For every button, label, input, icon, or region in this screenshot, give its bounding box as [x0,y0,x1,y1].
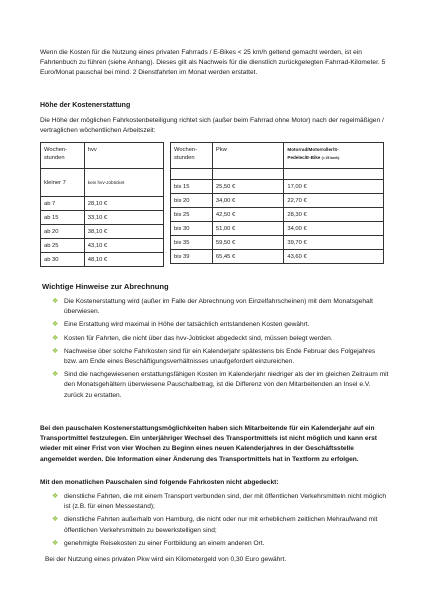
pkw-table-header-pkw: Pkw [212,143,284,169]
section-intro-text: Die Höhe der möglichen Fahrkostenbeteiligung richtet sich (außer beim Fahrrad ohne Motor) nach der regelmäßigen / vertraglichen wöchentlichen Arbeitszeit: [40,117,384,135]
hvv-table-header-hours: Wochen- stunden [41,143,85,169]
table-row [41,253,164,267]
table-cell: 51,00 € [212,222,284,236]
pkw-table [170,142,384,264]
table-row [171,194,384,208]
intro-paragraph: Wenn die Kosten für die Nutzung eines privaten Fahrrads / E-Bikes < 25 km/h geltend gemacht werden, ist ein Fahrtenbuch zu führen (siehe Anhang). Dieses gilt als Nachweis für die dienstlich zurückgelegten Fahrrad-Kilometer. 5 Euro/Monat pauschal bei mind. 2 Dienstfahrten im Monat werden erstattet. [40,49,386,77]
table-row [171,250,384,264]
diamond-bullet-icon: ❖ [52,493,59,500]
section-heading-nicht-abgedeckt: Mit den monatlichen Pauschalen sind folgende Fahrkosten nicht abgedeckt: [40,479,279,486]
table-cell: 34,00 € [284,222,384,236]
section-heading-hinweise: Wichtige Hinweise zur Abrechnung [42,282,169,291]
table-cell: 43,10 € [84,239,163,253]
table-cell: ab 25 [41,239,85,253]
table-cell: 42,50 € [212,208,284,222]
table-cell: 38,10 € [84,225,163,239]
list-item: ❖ dienstliche Fahrten, die mit einem Transport verbunden sind, der mit öffentlichen Verkehrsmitteln nicht möglich ist (z.B. für einen Messestand); [52,493,387,511]
table-row [171,180,384,194]
table-cell: ab 30 [41,253,85,267]
table-cell: 28,10 € [84,197,163,211]
table-cell: bis 30 [171,222,213,236]
table-cell: 39,70 € [284,236,384,250]
list-item: ❖ Die Kostenerstattung wird (außer im Falle der Abrechnung von Einzelfahrscheinen) mit dem Monatsgehalt überwiesen. [52,298,373,316]
table-row [41,211,164,225]
table-cell: ab 7 [41,197,85,211]
table-cell: 22,70 € [284,194,384,208]
list-item: ❖ Nachweise über solche Fahrkosten sind für ein Kalenderjahr spätestens bis Ende Februar des Folgejahres bzw. am Ende eines Beschäftigungsverhältnisses unaufgefordert einzureichen. [52,347,376,366]
pkw-table-header-hours: Wochen- stunden [171,143,213,169]
list-item: ❖ genehmigte Reisekosten zu einer Fortbildung an einem anderen Ort. [52,539,390,549]
hvv-table-header-hvv: hvv [84,143,163,169]
diamond-bullet-icon: ❖ [52,371,59,379]
diamond-bullet-icon: ❖ [52,516,59,524]
table-cell: bis 35 [171,236,213,250]
table-row [171,236,384,250]
diamond-bullet-icon: ❖ [52,334,59,342]
table-row [41,225,164,239]
list-item: ❖ Sind die nachgewiesenen erstattungsfähigen Kosten im Kalenderjahr niedriger als der im gleichen Zeitraum mit den Monatsgehältern überwiesene Pauschalbetrag, ist die Differenz von den Mitarbeitenden an Insel e.V. zurück zu erstatten. [52,371,389,399]
diamond-bullet-icon: ❖ [52,321,59,329]
table-cell: 65,45 € [212,250,284,264]
table-cell: 17,00 € [284,180,384,194]
table-cell: 28,30 € [284,208,384,222]
table-cell: 25,50 € [212,180,284,194]
section-heading-kostenerstattung: Höhe der Kostenerstattung [40,102,131,109]
table-cell: kein hvv-Jobticket [84,169,163,197]
list-item: ❖ Kosten für Fahrten, die nicht über das hvv-Jobticket abgedeckt sind, müssen belegt werden. [52,334,390,344]
table-row [171,208,384,222]
table-cell: 43,60 € [284,250,384,264]
table-cell: bis 20 [171,194,213,208]
table-row [171,222,384,236]
table-cell: 34,00 € [212,194,284,208]
table-cell: kleiner 7 [41,169,85,197]
nicht-abgedeckt-list [52,492,390,552]
hvv-table [40,142,164,267]
table-cell: bis 15 [171,180,213,194]
table-cell: bis 25 [171,208,213,222]
list-item: ❖ Eine Erstattung wird maximal in Höhe der tatsächlich entstandenen Kosten gewährt. [52,320,390,330]
hinweise-list [52,297,390,404]
diamond-bullet-icon: ❖ [52,539,59,547]
table-cell: bis 39 [171,250,213,264]
table-cell: 59,50 € [212,236,284,250]
pkw-table-header-motorrad: Motorrad/Motorroller/S- Pedelec/E-Bike (> 25 km/h) [284,143,384,169]
diamond-bullet-icon: ❖ [52,298,59,305]
table-cell: 33,10 € [84,211,163,225]
table-row [41,197,164,211]
table-cell: ab 20 [41,225,85,239]
closing-paragraph: Bei der Nutzung eines privaten Pkw wird ein Kilometergeld von 0,30 Euro gewährt. [45,556,287,563]
transport-commitment-paragraph: Bei den pauschalen Kostenerstattungsmöglichkeiten haben sich Mitarbeitende für ein Kalenderjahr auf ein Transportmittel festzulegen. Ein unterjähriger Wechsel des Transportmittels ist nicht möglich und kann erst wieder mit einer Frist von vier Wochen zu Beginn eines neuen Kalenderjahres in der Geschäftsstelle angemeldet werden. Die Information einer Änderung des Transportmittels hat in Textform zu erfolgen. [40,425,377,463]
table-row [41,239,164,253]
table-cell: 48,10 € [84,253,163,267]
diamond-bullet-icon: ❖ [52,347,59,355]
list-item: ❖ dienstliche Fahrten außerhalb von Hamburg, die nicht oder nur mit erheblichem zeitlichen Mehraufwand mit öffentlichen Verkehrsmitteln zu bewerkstelligen sind; [52,516,378,534]
table-cell: ab 15 [41,211,85,225]
